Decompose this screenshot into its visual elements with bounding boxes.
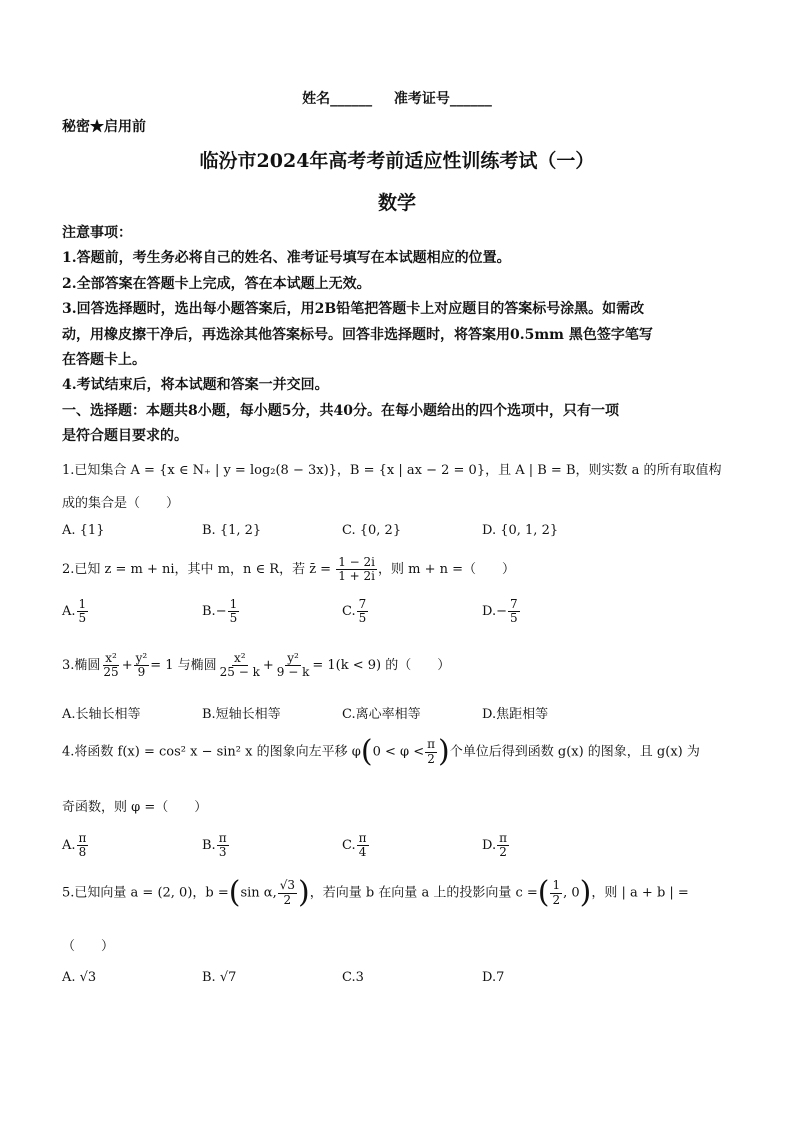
question-5-stem-cont: （ ） <box>62 939 115 954</box>
q4-option-c <box>342 832 370 859</box>
q4-d-num: π <box>499 831 507 845</box>
q3-option-c: C.离心率相等 <box>342 707 421 722</box>
q3-e2-x-den: 25 − k <box>219 665 260 680</box>
q4-a-num: π <box>78 831 87 845</box>
q3-option-b: B.短轴长相等 <box>202 707 281 722</box>
q5-stem-a: 5.已知向量 a = (2, 0)，b = <box>62 885 229 901</box>
q3-e1-y <box>134 652 150 679</box>
note-item-3: 3.回答选择题时，选出每小题答案后，用2B铅笔把答题卡上对应题目的答案标号涂黑。如需改 <box>62 301 645 317</box>
question-3-stem: 3.椭圆 $\frac{\text{x²}}{25}$ + $\frac{\text{y²}}{9}$ = 1 与椭圆 $\frac{\text{x²}}{25 - k}$ + $\frac{\text{y²}}{9 - k}$ = 1(k < 9) 的（ ） <box>62 651 451 680</box>
q2-a-den: 5 <box>78 611 87 626</box>
q4-d-frac <box>497 832 509 859</box>
q5-c-frac <box>550 879 562 906</box>
q4-cond-den: 2 <box>427 751 435 766</box>
q2-c-den: 5 <box>358 611 367 626</box>
q5-c-post: , 0 <box>563 885 580 901</box>
section-1-heading-cont: 是符合题目要求的。 <box>62 428 188 444</box>
q5-b-paren-open: ( <box>228 875 241 910</box>
q3-suffix: = 1(k < 9) 的（ ） <box>312 658 451 674</box>
question-4-stem-cont: 奇函数，则 φ =（ ） <box>62 800 208 815</box>
q4-a-frac <box>77 832 89 859</box>
section-1-heading: 一、选择题：本题共8小题，每小题5分，共40分。在每小题给出的四个选项中，只有一项 <box>62 403 619 419</box>
q2-d-label: D. <box>482 604 497 620</box>
q3-prefix: 3.椭圆 <box>62 658 101 674</box>
q4-paren-close: ) <box>438 734 450 769</box>
q4-b-frac <box>217 832 229 859</box>
q1-option-a: A. {1} <box>62 523 105 538</box>
q2-b-label: B. <box>202 604 216 620</box>
q2-b-frac <box>228 598 240 625</box>
q2-a-label: A. <box>62 604 76 620</box>
q3-option-d: D.焦距相等 <box>482 707 549 722</box>
q5-c-den: 2 <box>552 892 561 907</box>
q1-option-b: B. {1, 2} <box>202 523 262 538</box>
q2-c-frac <box>357 598 369 625</box>
q2-stem-pre: 2.已知 z = m + ni，其中 m，n ∈ R，若 z̄ = <box>62 562 336 578</box>
question-1-stem-cont: 成的集合是（ ） <box>62 496 180 511</box>
q3-e2-y-den: 9 − k <box>276 665 310 680</box>
q2-a-frac <box>77 598 89 625</box>
q2-b-sign: − <box>215 604 227 620</box>
name-field-label: 姓名______ <box>302 91 373 107</box>
q5-b-den: 2 <box>283 892 292 907</box>
q5-stem-b: ，若向量 b 在向量 a 上的投影向量 c = <box>309 885 538 901</box>
note-item-3-cont2: 在答题卡上。 <box>62 352 146 368</box>
q4-b-num: π <box>218 831 227 845</box>
q3-mid: = 1 与椭圆 <box>150 658 217 674</box>
q3-e2-y-num: y² <box>287 651 299 665</box>
q4-stem-a: 4.将函数 f(x) = cos² x − sin² x 的图象向左平移 φ <box>62 744 361 760</box>
question-4-stem <box>62 734 700 769</box>
confidential-mark: 秘密★启用前 <box>62 119 146 135</box>
q4-cond-pre: 0 < φ < <box>372 744 425 760</box>
q5-c-paren-open: ( <box>537 875 550 910</box>
q4-c-num: π <box>358 831 367 845</box>
q5-option-c: C.3 <box>342 970 364 985</box>
q5-b-num: √3 <box>279 878 295 893</box>
question-1-stem: 1.已知集合 A = {x ∈ N₊ | y = log₂(8 − 3x)}，B = {x | ax − 2 = 0}，且 A | B = B，则实数 a 的所有取值构 <box>62 463 722 478</box>
q4-d-den: 2 <box>499 845 507 860</box>
q4-stem-b: 个单位后得到函数 g(x) 的图象，且 g(x) 为 <box>449 744 700 760</box>
q2-a-num: 1 <box>78 597 87 611</box>
note-item-3-cont: 动，用橡皮擦干净后，再选涂其他答案标号。回答非选择题时，将答案用0.5mm 黑色签字笔写 <box>62 327 653 343</box>
q4-a-label: A. <box>62 838 76 854</box>
q2-option-c <box>342 598 369 625</box>
q5-b-frac <box>278 879 297 906</box>
q3-e2-y <box>275 652 312 679</box>
q4-a-den: 8 <box>78 845 87 860</box>
q5-stem-c: ，则 | a + b | = <box>591 885 689 901</box>
q5-option-b: B. √7 <box>202 970 237 985</box>
candidate-info-line <box>0 88 794 108</box>
q4-cond-frac <box>425 738 437 765</box>
q4-option-d <box>482 832 510 859</box>
q5-b-pre: sin α, <box>240 885 277 901</box>
question-2-stem <box>62 556 515 583</box>
q2-stem-post: ，则 m + n =（ ） <box>378 562 516 578</box>
q4-c-den: 4 <box>358 845 367 860</box>
q2-frac-num: 1 − 2i <box>338 555 376 569</box>
q2-d-den: 5 <box>510 611 518 626</box>
q2-d-sign: − <box>496 604 507 620</box>
q5-option-d: D.7 <box>482 970 505 985</box>
q4-cond-num: π <box>427 737 436 752</box>
q3-e1-y-den: 9 <box>137 665 146 680</box>
exam-id-field-label: 准考证号______ <box>393 91 492 107</box>
q4-c-frac <box>357 832 369 859</box>
q3-e2-x <box>218 652 262 679</box>
q4-c-label: C. <box>342 838 356 854</box>
q3-option-a: A.长轴长相等 <box>62 707 141 722</box>
q4-b-label: B. <box>202 838 216 854</box>
exam-title: 临汾市2024年高考考前适应性训练考试（一） <box>199 150 595 172</box>
subject-title: 数学 <box>377 192 416 214</box>
q2-b-den: 5 <box>229 611 238 626</box>
q2-d-frac <box>508 598 520 625</box>
note-item-4: 4.考试结束后，将本试题和答案一并交回。 <box>62 377 329 393</box>
note-item-1: 1.答题前，考生务必将自己的姓名、准考证号填写在本试题相应的位置。 <box>62 250 511 266</box>
q5-option-a: A. √3 <box>62 970 97 985</box>
q2-b-num: 1 <box>229 597 238 611</box>
q2-option-d <box>482 598 521 625</box>
q3-e1-x <box>101 652 120 679</box>
q3-e1-y-num: y² <box>135 651 148 665</box>
q4-d-label: D. <box>482 838 497 854</box>
q4-option-b <box>202 832 230 859</box>
q4-b-den: 3 <box>218 845 227 860</box>
q4-option-a <box>62 832 89 859</box>
q2-c-num: 7 <box>358 597 367 611</box>
q2-frac-den: 1 + 2i <box>338 569 376 584</box>
q3-e1-x-den: 25 <box>103 665 119 680</box>
q5-c-paren-close: ) <box>579 875 592 910</box>
note-item-2: 2.全部答案在答题卡上完成，答在本试题上无效。 <box>62 276 371 292</box>
q1-option-c: C. {0, 2} <box>342 523 402 538</box>
q2-fraction <box>336 556 377 583</box>
q2-d-num: 7 <box>510 597 518 611</box>
q5-b-paren-close: ) <box>298 875 310 910</box>
q2-option-a <box>62 598 89 625</box>
question-5-stem <box>62 875 689 910</box>
notes-heading: 注意事项： <box>62 225 132 241</box>
q3-e1-x-num: x² <box>105 651 117 665</box>
q4-paren-open: ( <box>360 734 373 769</box>
q2-option-b <box>202 598 240 625</box>
q5-c-num: 1 <box>552 878 561 893</box>
q3-e2-x-num: x² <box>233 651 246 665</box>
q1-option-d: D. {0, 1, 2} <box>482 523 559 538</box>
q2-c-label: C. <box>342 604 356 620</box>
